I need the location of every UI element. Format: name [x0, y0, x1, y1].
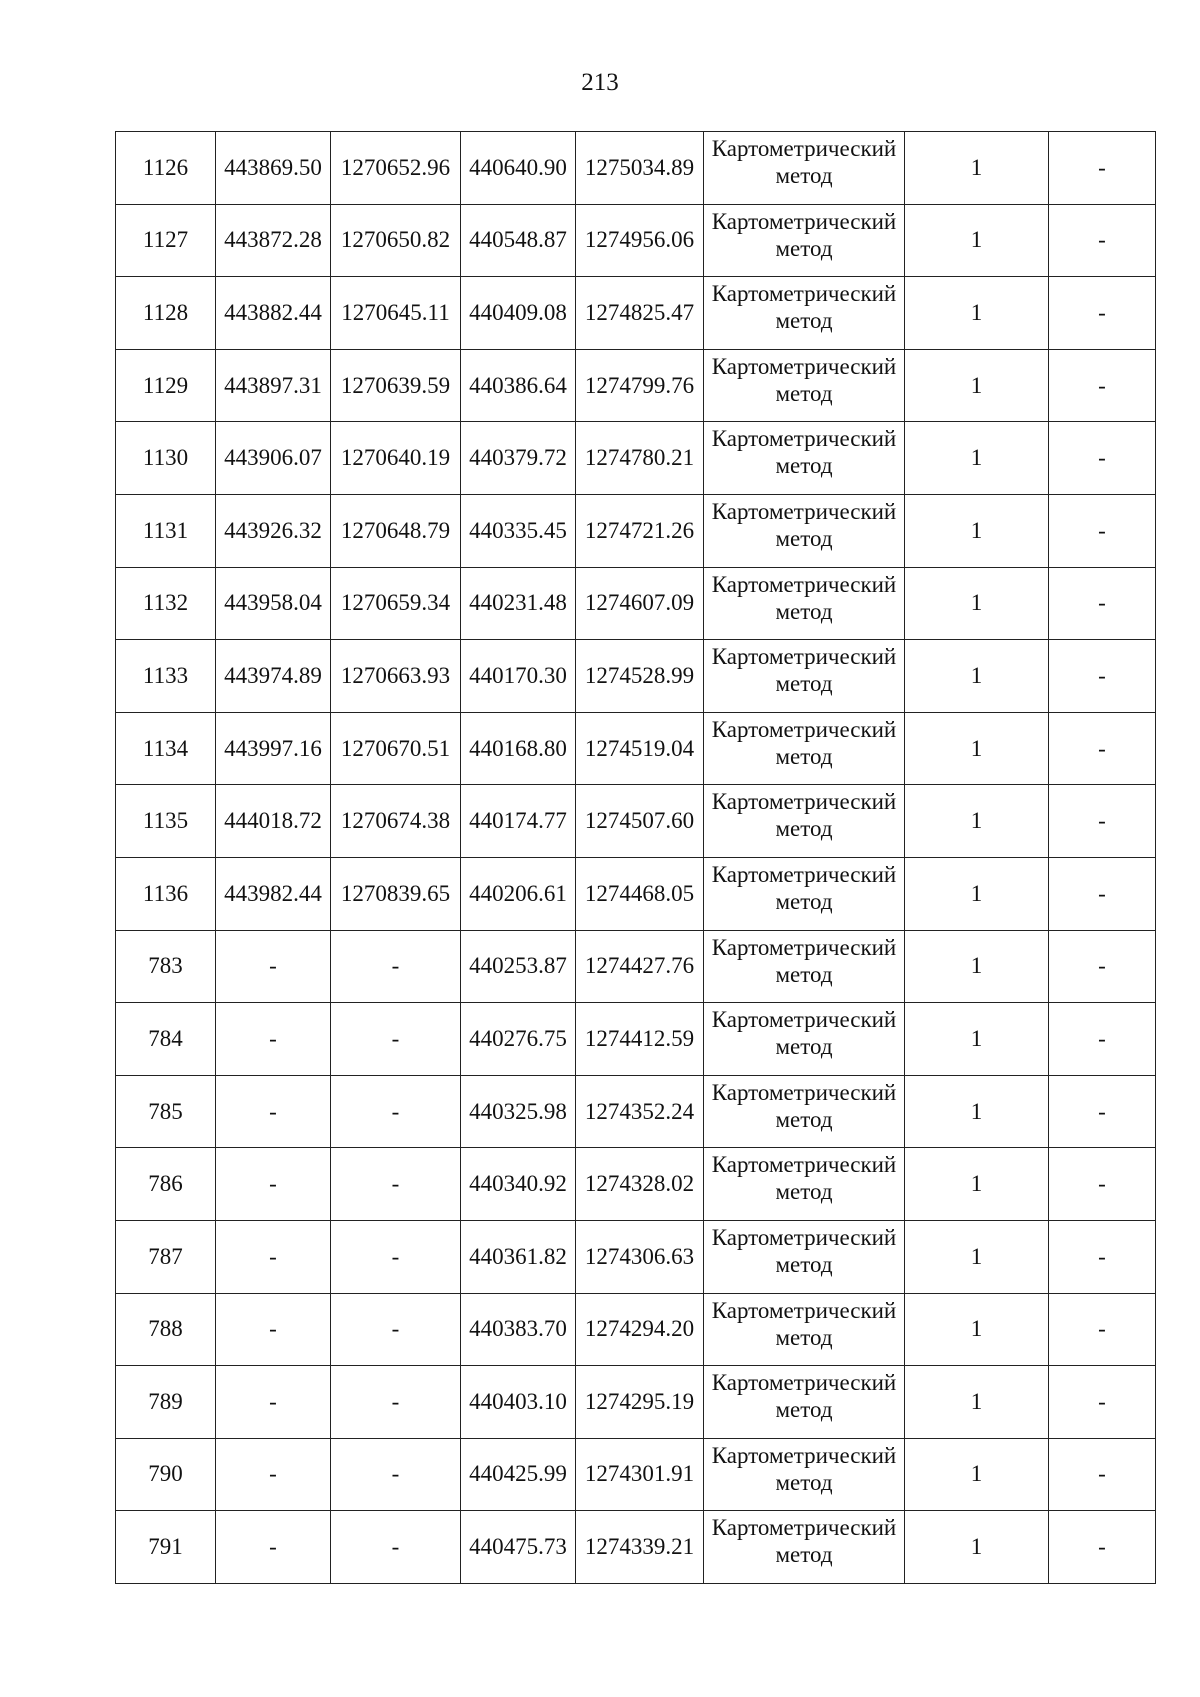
existing-x-cell: 443974.89 [216, 640, 331, 713]
method-cell [704, 132, 905, 205]
accuracy-cell: 1 [905, 1438, 1049, 1511]
existing-x-cell: 443997.16 [216, 712, 331, 785]
new-x-cell: 440361.82 [461, 1220, 576, 1293]
new-x-cell: 440276.75 [461, 1003, 576, 1076]
accuracy-cell: 1 [905, 567, 1049, 640]
point-number-cell: 1130 [116, 422, 216, 495]
existing-y-cell: 1270652.96 [331, 132, 461, 205]
method-line-1: Картометрический [711, 498, 897, 524]
point-number-cell: 1129 [116, 349, 216, 422]
note-cell: - [1049, 422, 1156, 495]
table-row [116, 1511, 1156, 1584]
table-row [116, 1293, 1156, 1366]
existing-x-cell: - [216, 1148, 331, 1221]
existing-x-cell: - [216, 930, 331, 1003]
table-row [116, 1075, 1156, 1148]
existing-y-cell: 1270639.59 [331, 349, 461, 422]
method-line-2: метод [775, 1324, 833, 1350]
new-y-cell: 1274519.04 [576, 712, 704, 785]
new-x-cell: 440340.92 [461, 1148, 576, 1221]
note-cell: - [1049, 712, 1156, 785]
method-line-1: Картометрический [711, 789, 897, 815]
accuracy-cell: 1 [905, 1075, 1049, 1148]
method-line-2: метод [775, 1179, 833, 1205]
method-cell [704, 640, 905, 713]
new-x-cell: 440425.99 [461, 1438, 576, 1511]
note-cell: - [1049, 1003, 1156, 1076]
method-line-2: метод [775, 1251, 833, 1277]
new-x-cell: 440335.45 [461, 494, 576, 567]
new-x-cell: 440403.10 [461, 1366, 576, 1439]
accuracy-cell: 1 [905, 640, 1049, 713]
existing-y-cell: 1270640.19 [331, 422, 461, 495]
table-row [116, 640, 1156, 713]
new-y-cell: 1274294.20 [576, 1293, 704, 1366]
method-line-1: Картометрический [711, 281, 897, 307]
point-number-cell: 791 [116, 1511, 216, 1584]
new-x-cell: 440379.72 [461, 422, 576, 495]
point-number-cell: 1126 [116, 132, 216, 205]
new-x-cell: 440548.87 [461, 204, 576, 277]
new-y-cell: 1274780.21 [576, 422, 704, 495]
point-number-cell: 789 [116, 1366, 216, 1439]
point-number-cell: 1127 [116, 204, 216, 277]
new-y-cell: 1274427.76 [576, 930, 704, 1003]
method-cell [704, 1148, 905, 1221]
accuracy-cell: 1 [905, 930, 1049, 1003]
method-line-2: метод [775, 163, 833, 188]
note-cell: - [1049, 1438, 1156, 1511]
method-line-2: метод [775, 743, 833, 769]
accuracy-cell: 1 [905, 1366, 1049, 1439]
method-line-2: метод [775, 598, 833, 624]
new-y-cell: 1274799.76 [576, 349, 704, 422]
new-x-cell: 440409.08 [461, 277, 576, 350]
method-line-1: Картометрический [711, 1515, 897, 1541]
method-cell [704, 785, 905, 858]
existing-x-cell: 443882.44 [216, 277, 331, 350]
new-x-cell: 440174.77 [461, 785, 576, 858]
table-row [116, 204, 1156, 277]
method-cell [704, 1075, 905, 1148]
existing-x-cell: 443926.32 [216, 494, 331, 567]
existing-x-cell: 444018.72 [216, 785, 331, 858]
method-cell [704, 277, 905, 350]
existing-x-cell: 443897.31 [216, 349, 331, 422]
page-number: 213 [581, 69, 619, 96]
note-cell: - [1049, 857, 1156, 930]
new-x-cell: 440383.70 [461, 1293, 576, 1366]
method-line-1: Картометрический [711, 1152, 897, 1178]
new-y-cell: 1274721.26 [576, 494, 704, 567]
point-number-cell: 785 [116, 1075, 216, 1148]
table-row [116, 349, 1156, 422]
new-y-cell: 1274528.99 [576, 640, 704, 713]
point-number-cell: 1132 [116, 567, 216, 640]
coordinates-table [115, 131, 1156, 1584]
point-number-cell: 784 [116, 1003, 216, 1076]
coordinates-table-body [116, 132, 1156, 1584]
method-line-1: Картометрический [711, 1442, 897, 1468]
accuracy-cell: 1 [905, 494, 1049, 567]
method-cell [704, 857, 905, 930]
method-cell [704, 494, 905, 567]
existing-x-cell: - [216, 1220, 331, 1293]
method-cell [704, 930, 905, 1003]
existing-y-cell: 1270674.38 [331, 785, 461, 858]
new-x-cell: 440386.64 [461, 349, 576, 422]
note-cell: - [1049, 640, 1156, 713]
accuracy-cell: 1 [905, 785, 1049, 858]
note-cell: - [1049, 1148, 1156, 1221]
table-row [116, 1003, 1156, 1076]
new-x-cell: 440253.87 [461, 930, 576, 1003]
method-line-2: метод [775, 235, 833, 261]
table-row [116, 494, 1156, 567]
method-cell [704, 1003, 905, 1076]
existing-y-cell: 1270659.34 [331, 567, 461, 640]
existing-y-cell: 1270670.51 [331, 712, 461, 785]
existing-y-cell: 1270663.93 [331, 640, 461, 713]
new-x-cell: 440475.73 [461, 1511, 576, 1584]
table-row [116, 567, 1156, 640]
new-y-cell: 1274339.21 [576, 1511, 704, 1584]
existing-x-cell: - [216, 1511, 331, 1584]
new-x-cell: 440231.48 [461, 567, 576, 640]
table-row [116, 1220, 1156, 1293]
point-number-cell: 1128 [116, 277, 216, 350]
method-cell [704, 567, 905, 640]
method-cell [704, 1220, 905, 1293]
existing-y-cell: 1270839.65 [331, 857, 461, 930]
note-cell: - [1049, 930, 1156, 1003]
point-number-cell: 1134 [116, 712, 216, 785]
table-row [116, 1366, 1156, 1439]
new-x-cell: 440168.80 [461, 712, 576, 785]
point-number-cell: 1136 [116, 857, 216, 930]
method-line-1: Картометрический [711, 1224, 897, 1250]
new-y-cell: 1275034.89 [576, 132, 704, 205]
existing-x-cell: 443869.50 [216, 132, 331, 205]
note-cell: - [1049, 1366, 1156, 1439]
new-y-cell: 1274295.19 [576, 1366, 704, 1439]
existing-y-cell: - [331, 1366, 461, 1439]
method-line-1: Картометрический [711, 353, 897, 379]
method-line-2: метод [775, 1469, 833, 1495]
table-row [116, 277, 1156, 350]
method-line-2: метод [775, 816, 833, 842]
method-line-1: Картометрический [711, 934, 897, 960]
method-line-1: Картометрический [711, 208, 897, 234]
new-y-cell: 1274825.47 [576, 277, 704, 350]
table-row [116, 857, 1156, 930]
method-line-2: метод [775, 888, 833, 914]
accuracy-cell: 1 [905, 1220, 1049, 1293]
note-cell: - [1049, 494, 1156, 567]
method-cell [704, 1366, 905, 1439]
accuracy-cell: 1 [905, 349, 1049, 422]
table-row [116, 785, 1156, 858]
point-number-cell: 783 [116, 930, 216, 1003]
method-line-2: метод [775, 380, 833, 406]
method-line-2: метод [775, 1034, 833, 1060]
table-row [116, 930, 1156, 1003]
existing-y-cell: - [331, 1293, 461, 1366]
existing-x-cell: 443906.07 [216, 422, 331, 495]
existing-x-cell: - [216, 1293, 331, 1366]
method-cell [704, 1293, 905, 1366]
accuracy-cell: 1 [905, 857, 1049, 930]
existing-x-cell: 443872.28 [216, 204, 331, 277]
method-cell [704, 204, 905, 277]
accuracy-cell: 1 [905, 277, 1049, 350]
method-line-1: Картометрический [711, 136, 897, 161]
point-number-cell: 788 [116, 1293, 216, 1366]
point-number-cell: 1135 [116, 785, 216, 858]
new-y-cell: 1274412.59 [576, 1003, 704, 1076]
method-line-1: Картометрический [711, 1007, 897, 1033]
accuracy-cell: 1 [905, 1003, 1049, 1076]
existing-x-cell: 443958.04 [216, 567, 331, 640]
existing-y-cell: - [331, 1220, 461, 1293]
accuracy-cell: 1 [905, 1148, 1049, 1221]
existing-y-cell: - [331, 1148, 461, 1221]
existing-x-cell: - [216, 1003, 331, 1076]
method-line-1: Картометрический [711, 644, 897, 670]
method-cell [704, 349, 905, 422]
note-cell: - [1049, 1511, 1156, 1584]
note-cell: - [1049, 349, 1156, 422]
existing-y-cell: 1270645.11 [331, 277, 461, 350]
existing-x-cell: - [216, 1366, 331, 1439]
existing-y-cell: 1270648.79 [331, 494, 461, 567]
note-cell: - [1049, 1293, 1156, 1366]
accuracy-cell: 1 [905, 1293, 1049, 1366]
method-line-2: метод [775, 671, 833, 697]
new-y-cell: 1274301.91 [576, 1438, 704, 1511]
new-y-cell: 1274956.06 [576, 204, 704, 277]
existing-x-cell: - [216, 1075, 331, 1148]
note-cell: - [1049, 1075, 1156, 1148]
method-cell [704, 422, 905, 495]
table-row [116, 422, 1156, 495]
new-x-cell: 440325.98 [461, 1075, 576, 1148]
table-row [116, 1148, 1156, 1221]
method-line-1: Картометрический [711, 1370, 897, 1396]
existing-y-cell: - [331, 1003, 461, 1076]
method-line-1: Картометрический [711, 716, 897, 742]
new-y-cell: 1274468.05 [576, 857, 704, 930]
note-cell: - [1049, 785, 1156, 858]
note-cell: - [1049, 567, 1156, 640]
method-line-2: метод [775, 453, 833, 479]
existing-y-cell: - [331, 1511, 461, 1584]
method-cell [704, 712, 905, 785]
new-x-cell: 440640.90 [461, 132, 576, 205]
note-cell: - [1049, 1220, 1156, 1293]
table-row [116, 712, 1156, 785]
new-y-cell: 1274507.60 [576, 785, 704, 858]
existing-y-cell: 1270650.82 [331, 204, 461, 277]
method-line-2: метод [775, 525, 833, 551]
accuracy-cell: 1 [905, 1511, 1049, 1584]
accuracy-cell: 1 [905, 132, 1049, 205]
point-number-cell: 1131 [116, 494, 216, 567]
point-number-cell: 787 [116, 1220, 216, 1293]
method-line-1: Картометрический [711, 861, 897, 887]
existing-x-cell: 443982.44 [216, 857, 331, 930]
new-x-cell: 440206.61 [461, 857, 576, 930]
method-line-1: Картометрический [711, 426, 897, 452]
method-line-2: метод [775, 308, 833, 334]
new-y-cell: 1274352.24 [576, 1075, 704, 1148]
point-number-cell: 790 [116, 1438, 216, 1511]
accuracy-cell: 1 [905, 422, 1049, 495]
table-row [116, 132, 1156, 205]
existing-x-cell: - [216, 1438, 331, 1511]
accuracy-cell: 1 [905, 204, 1049, 277]
point-number-cell: 1133 [116, 640, 216, 713]
note-cell: - [1049, 277, 1156, 350]
existing-y-cell: - [331, 1438, 461, 1511]
accuracy-cell: 1 [905, 712, 1049, 785]
method-line-2: метод [775, 1397, 833, 1423]
method-line-1: Картометрический [711, 1297, 897, 1323]
existing-y-cell: - [331, 930, 461, 1003]
method-line-2: метод [775, 1106, 833, 1132]
method-line-1: Картометрический [711, 1079, 897, 1105]
note-cell: - [1049, 132, 1156, 205]
new-y-cell: 1274328.02 [576, 1148, 704, 1221]
point-number-cell: 786 [116, 1148, 216, 1221]
new-y-cell: 1274607.09 [576, 567, 704, 640]
note-cell: - [1049, 204, 1156, 277]
method-cell [704, 1438, 905, 1511]
method-line-2: метод [775, 961, 833, 987]
method-line-1: Картометрический [711, 571, 897, 597]
method-line-2: метод [775, 1542, 833, 1568]
new-x-cell: 440170.30 [461, 640, 576, 713]
existing-y-cell: - [331, 1075, 461, 1148]
table-row [116, 1438, 1156, 1511]
method-cell [704, 1511, 905, 1584]
new-y-cell: 1274306.63 [576, 1220, 704, 1293]
